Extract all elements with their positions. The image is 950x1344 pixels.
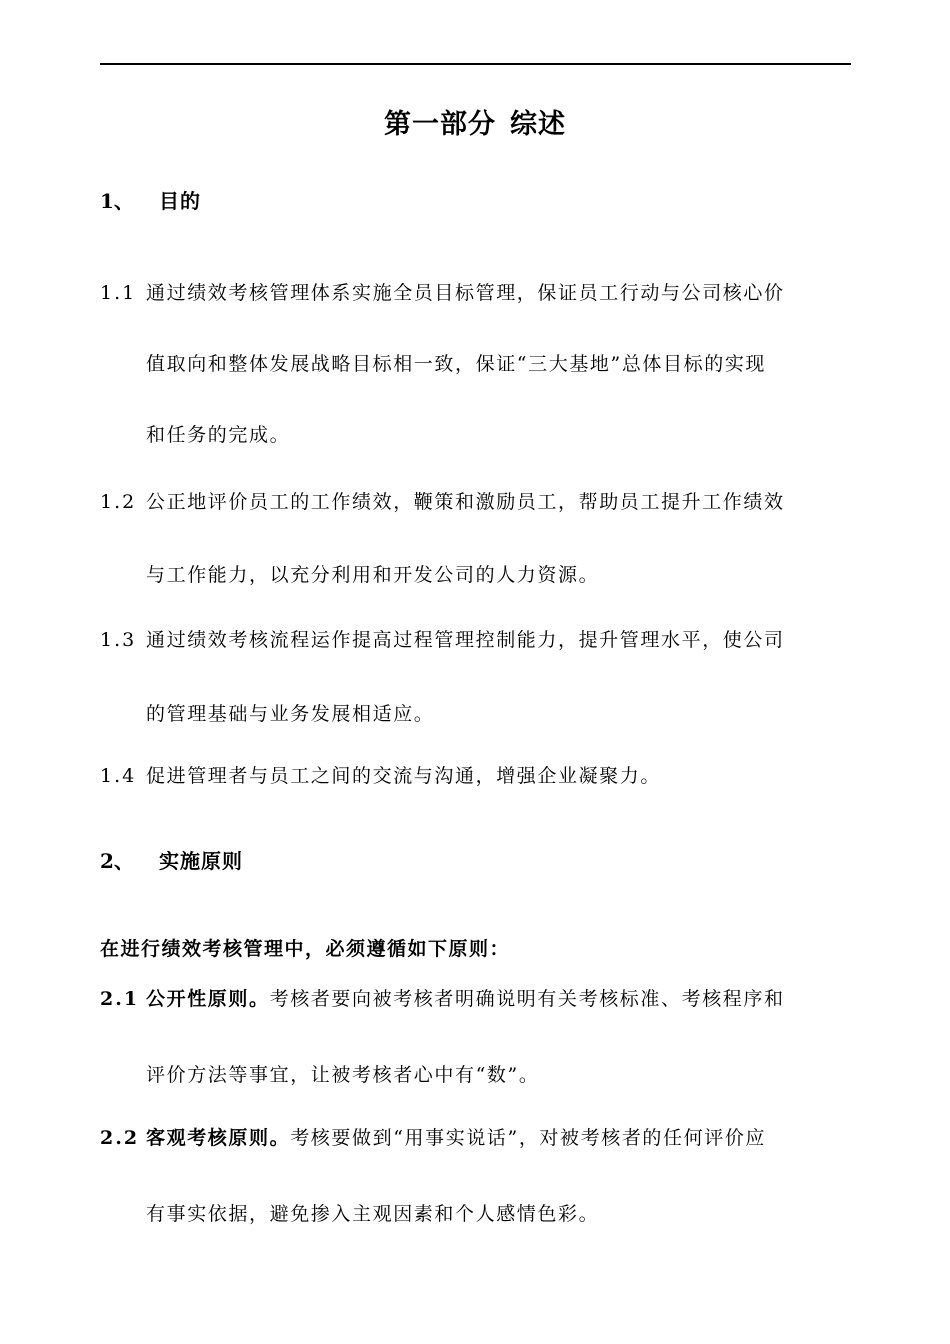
section-2-number: 2、	[100, 849, 134, 873]
item-1-1-line-2: 值取向和整体发展战略目标相一致，保证“三大基地”总体目标的实现	[146, 353, 767, 375]
item-1-1-line-3: 和任务的完成。	[146, 424, 291, 446]
item-2-2-lead: 客观考核原则。	[146, 1127, 291, 1149]
title-part: 第一部分	[384, 109, 496, 140]
item-1-3-line-2: 的管理基础与业务发展相适应。	[146, 703, 435, 725]
item-1-2-line-1: 公正地评价员工的工作绩效，鞭策和激励员工，帮助员工提升工作绩效	[146, 491, 785, 513]
item-2-2-text: 考核要做到“用事实说话”，对被考核者的任何评价应	[290, 1127, 767, 1149]
item-1-3-number: 1.3	[100, 629, 137, 651]
item-1-4-line-1: 促进管理者与员工之间的交流与沟通，增强企业凝聚力。	[146, 765, 662, 787]
item-2-2-number: 2.2	[100, 1127, 140, 1149]
item-1-2-line-2: 与工作能力，以充分利用和开发公司的人力资源。	[146, 564, 600, 586]
item-1-3-line-1: 通过绩效考核流程运作提高过程管理控制能力，提升管理水平，使公司	[146, 629, 785, 651]
item-2-1-line-2: 评价方法等事宜，让被考核者心中有“数”。	[146, 1064, 540, 1086]
item-2-1-text: 考核者要向被考核者明确说明有关考核标准、考核程序和	[269, 988, 785, 1010]
item-2-1-number: 2.1	[100, 988, 140, 1010]
item-1-2-number: 1.2	[100, 491, 137, 513]
item-1-1-line-1: 通过绩效考核管理体系实施全员目标管理，保证员工行动与公司核心价	[146, 282, 785, 304]
header-rule	[100, 63, 851, 65]
item-2-1-lead: 公开性原则。	[146, 988, 270, 1010]
section-1-heading: 目的	[159, 189, 201, 213]
item-1-1-number: 1.1	[100, 282, 137, 304]
section-2-intro: 在进行绩效考核管理中，必须遵循如下原则：	[100, 938, 511, 960]
item-2-2-line-1	[146, 1129, 766, 1148]
title-topic: 综述	[510, 109, 566, 140]
section-2-heading: 实施原则	[159, 849, 243, 873]
item-2-1-line-1	[146, 990, 785, 1009]
page-title	[0, 111, 950, 138]
item-2-2-line-2: 有事实依据，避免掺入主观因素和个人感情色彩。	[146, 1203, 600, 1225]
item-1-4-number: 1.4	[100, 765, 137, 787]
section-1-number: 1、	[100, 189, 134, 213]
